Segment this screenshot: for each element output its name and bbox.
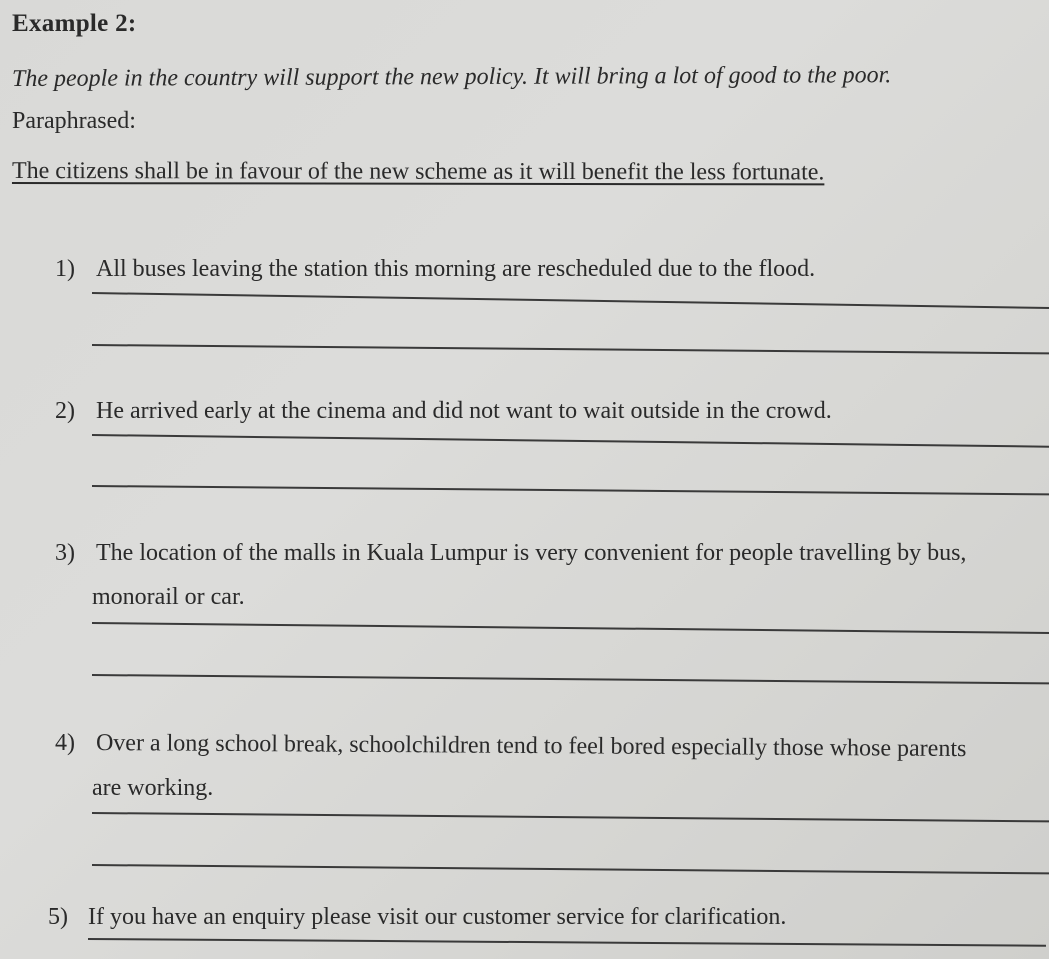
answer-line[interactable] [92, 812, 1049, 822]
question-2-text: He arrived early at the cinema and did not want to wait outside in the crowd. [96, 398, 832, 424]
paraphrased-answer: The citizens shall be in favour of the new scheme as it will benefit the less fortunate. [11, 158, 825, 186]
answer-line[interactable] [92, 864, 1049, 874]
question-5-text: If you have an enquiry please visit our customer service for clarification. [88, 904, 787, 930]
question-3-text-line-2: monorail or car. [92, 584, 245, 610]
question-4-text-line-2: are working. [92, 775, 214, 801]
answer-line[interactable] [88, 938, 1046, 947]
question-2-number: 2) [55, 398, 75, 424]
question-5-number: 5) [48, 904, 68, 930]
example-heading: Example 2: [12, 10, 137, 37]
answer-line[interactable] [92, 344, 1049, 354]
example-sentence: The people in the country will support the new policy. It will bring a lot of good to the poor. [11, 62, 892, 92]
question-1-number: 1) [55, 256, 75, 282]
question-4-number: 4) [55, 730, 75, 756]
answer-line[interactable] [92, 292, 1049, 309]
answer-line[interactable] [92, 674, 1049, 684]
paraphrased-label: Paraphrased: [12, 108, 136, 134]
answer-line[interactable] [92, 485, 1049, 495]
answer-line[interactable] [92, 434, 1049, 448]
question-3-text-line-1: The location of the malls in Kuala Lumpur is very convenient for people travelling by bus, [96, 540, 967, 566]
question-1-text: All buses leaving the station this morning are rescheduled due to the flood. [96, 256, 816, 282]
question-4-text-line-1: Over a long school break, schoolchildren tend to feel bored especially those whose parents [95, 730, 967, 763]
answer-line[interactable] [92, 622, 1049, 634]
question-3-number: 3) [55, 540, 75, 566]
